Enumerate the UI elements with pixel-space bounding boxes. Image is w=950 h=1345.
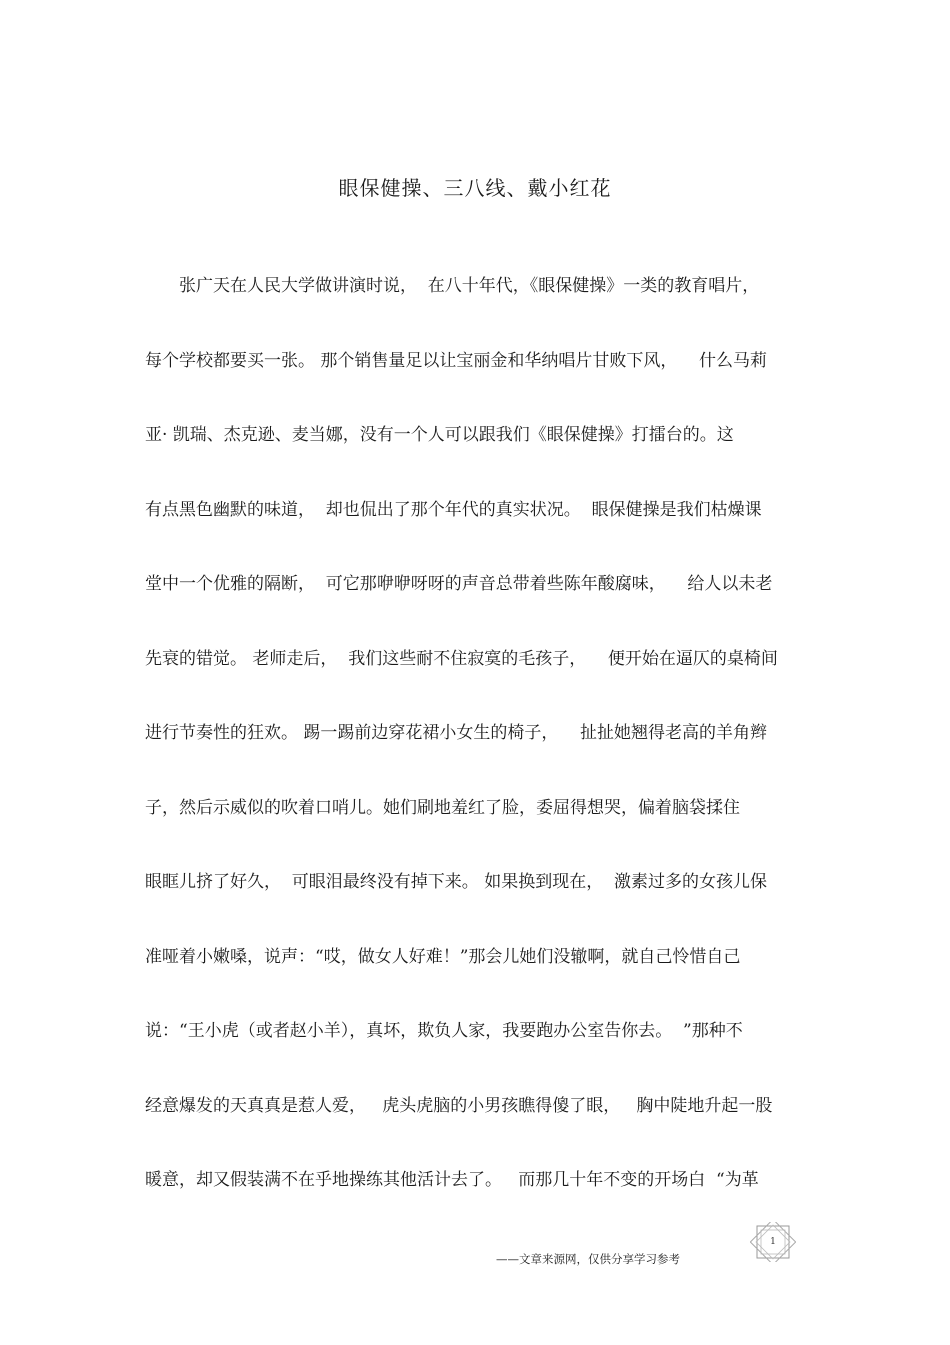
page-number-badge xyxy=(750,1222,796,1262)
body-line: 经意爆发的天真真是惹人爱， 虎头虎脑的小男孩瞧得傻了眼， 胸中陡地升起一股 xyxy=(145,1095,773,1116)
body-line: 暖意，却又假装满不在乎地操练其他活计去了。 而那几十年不变的开场白 “为革 xyxy=(145,1170,759,1190)
body-line: 说：“王小虎（或者赵小羊），真坏，欺负人家，我要跑办公室告你去。 ”那种不 xyxy=(145,1021,743,1041)
footer-note: ——文章来源网，仅供分享学习参考 xyxy=(496,1252,680,1266)
body-line: 有点黑色幽默的味道， 却也侃出了那个年代的真实状况。 眼保健操是我们枯燥课 xyxy=(145,499,762,520)
body-line: 堂中一个优雅的隔断， 可它那咿咿呀呀的声音总带着些陈年酸腐味， 给人以未老 xyxy=(145,574,773,594)
body-line: 每个学校都要买一张。 那个销售量足以让宝丽金和华纳唱片甘败下风， 什么马莉 xyxy=(145,350,768,371)
article-body xyxy=(145,276,810,1245)
page-title: 眼保健操、三八线、戴小红花 xyxy=(338,176,612,200)
body-line: 张广天在人民大学做讲演时说， 在八十年代，《眼保健操》一类的教育唱片， xyxy=(179,276,760,296)
body-line: 准哑着小嫩嗓，说声：“哎，做女人好难！”那会儿她们没辙啊，就自己怜惜自己 xyxy=(145,946,741,967)
body-line: 亚· 凯瑞、杰克逊、麦当娜，没有一个人可以跟我们《眼保健操》打擂台的。这 xyxy=(145,425,734,445)
body-line: 眼眶儿挤了好久， 可眼泪最终没有掉下来。 如果换到现在， 激素过多的女孩儿保 xyxy=(145,872,768,892)
body-line: 先衰的错觉。 老师走后， 我们这些耐不住寂寞的毛孩子， 便开始在逼仄的桌椅间 xyxy=(145,648,778,669)
page-number: 1 xyxy=(770,1237,776,1247)
body-line: 子，然后示威似的吹着口哨儿。她们刷地羞红了脸，委屈得想哭，偏着脑袋揉住 xyxy=(145,797,740,818)
body-line: 进行节奏性的狂欢。 踢一踢前边穿花裙小女生的椅子， 扯扯她翘得老高的羊角辫 xyxy=(145,723,768,743)
